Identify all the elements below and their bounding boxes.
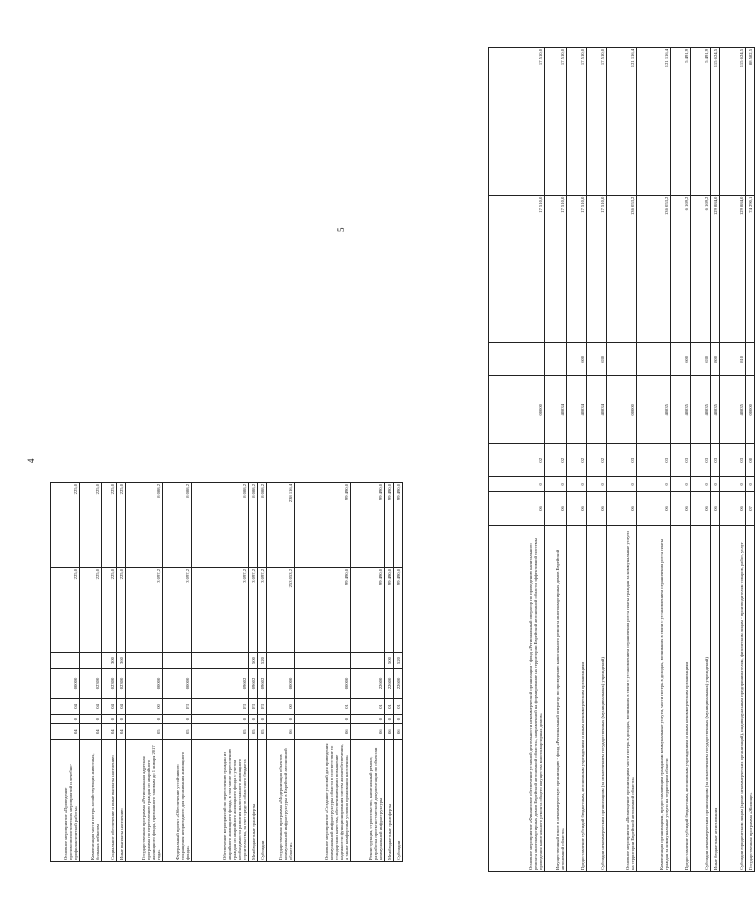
code-group: 04 (102, 698, 117, 714)
code-sub: 0 (587, 477, 607, 492)
row-label: Основное мероприятие «Создание условий для приведения коммунальной инфраструктуры области в соответствие со стандартами качества, обеспечивающими повышение надежности функционирования систем жизнеобеспечения, а также комфортные условия проживания населения» (295, 740, 351, 862)
code-group: 03 (637, 444, 671, 477)
code-expense-type: 500 (249, 652, 258, 668)
code-sub: 0 (249, 715, 258, 724)
amount-year-1: 225,0 (80, 568, 102, 653)
code-group: 04 (51, 698, 80, 714)
table-row (102, 483, 117, 862)
code-program: 06 (671, 492, 691, 525)
row-label: Субсидии некоммерческим организациям (за исключением государственных (муниципальных) учреждений) (587, 525, 607, 871)
amount-year-2: 99 490,0 (385, 483, 394, 568)
code-program: 05 (192, 724, 249, 740)
amount-year-2: 99 490,0 (394, 483, 403, 568)
code-sub: 0 (720, 477, 746, 492)
row-label: Социальное обеспечение и иные выплаты населению (102, 740, 117, 862)
table-row (126, 483, 163, 862)
code-program: 06 (545, 492, 567, 525)
code-group: 01 (351, 698, 385, 714)
table-row (691, 48, 711, 872)
amount-year-2: 225,0 (117, 483, 126, 568)
code-program: 05 (249, 724, 258, 740)
code-direction: 00000 (746, 376, 755, 444)
code-direction: 40834 (567, 376, 587, 444)
code-direction: 40834 (545, 376, 567, 444)
row-label: Государственная программа «Региональная адресная программа по переселению граждан из аварийного жилищного фонда, признанного таковым до 1 января 2017 года» (126, 740, 163, 862)
code-sub: 0 (126, 715, 163, 724)
amount-year-1: 99 490,0 (385, 568, 394, 653)
code-direction: 40835 (711, 376, 720, 444)
table-row (587, 48, 607, 872)
code-direction: 40835 (691, 376, 711, 444)
code-sub: 0 (746, 477, 755, 492)
amount-year-2: 8 088,2 (126, 483, 163, 568)
table-row (267, 483, 295, 862)
code-expense-type (746, 343, 755, 376)
code-direction: 00000 (267, 669, 295, 699)
code-program: 06 (711, 492, 720, 525)
row-label: Предоставление субсидий бюджетным, автономным учреждениям и иным некоммерческим организациям (671, 525, 691, 871)
code-direction: 09602 (249, 669, 258, 699)
code-program: 06 (351, 724, 385, 740)
code-expense-type (545, 343, 567, 376)
amount-year-2: 115 624,5 (720, 48, 746, 196)
code-program: 06 (720, 492, 746, 525)
amount-year-2: 225,0 (51, 483, 80, 568)
table-row (720, 48, 746, 872)
code-direction: 00000 (163, 669, 192, 699)
right-page-number: 5 (336, 227, 346, 232)
row-label: Реконструкция, строительство, капитальный ремонт, разработка проектно-сметной документации по объектам коммунальной инфраструктуры (351, 740, 385, 862)
code-group: 03 (691, 444, 711, 477)
code-sub: 0 (607, 477, 637, 492)
amount-year-1: 129 884,0 (720, 195, 746, 343)
row-label: Субсидии некоммерческим организациям (за исключением государственных (муниципальных) учреждений) (691, 525, 711, 871)
amount-year-1: 129 884,0 (711, 195, 720, 343)
code-program: 06 (607, 492, 637, 525)
amount-year-1: 99 490,0 (394, 568, 403, 653)
amount-year-2: 99 490,0 (295, 483, 351, 568)
code-direction: 40835 (720, 376, 746, 444)
row-label: Федеральный проект «Обеспечение устойчивого сокращения непригодного для проживания жилищного фонда» (163, 740, 192, 862)
code-sub: 0 (267, 715, 295, 724)
amount-year-2: 8 088,2 (192, 483, 249, 568)
code-program: 04 (80, 724, 102, 740)
amount-year-1: 225,0 (117, 568, 126, 653)
amount-year-1: 3 097,2 (192, 568, 249, 653)
amount-year-1: 17 510,0 (587, 195, 607, 343)
amount-year-2: 115 624,5 (711, 48, 720, 196)
code-direction: 02300 (102, 669, 117, 699)
code-direction: 00000 (607, 376, 637, 444)
code-expense-type: 520 (394, 652, 403, 668)
amount-year-2: 8 088,2 (163, 483, 192, 568)
code-expense-type (163, 652, 192, 668)
row-label: Обеспечение мероприятий по переселению граждан из аварийного жилищного фонда, в том числе переселению граждан из аварийного жилищного фонда с учетом необходимости развития малоэтажного жилищного строительства, за счет средств областного бюджета (192, 740, 249, 862)
code-group: 03 (711, 444, 720, 477)
table-row (351, 483, 385, 862)
right-table-body (489, 48, 755, 872)
code-program: 05 (126, 724, 163, 740)
table-row (51, 483, 80, 862)
code-direction: 40834 (587, 376, 607, 444)
amount-year-2: 8 088,2 (249, 483, 258, 568)
code-expense-type: 600 (671, 343, 691, 376)
amount-year-1: 225,0 (102, 568, 117, 653)
code-program: 06 (385, 724, 394, 740)
row-label: Межбюджетные трансферты (385, 740, 394, 862)
table-row (637, 48, 671, 872)
row-label: Компенсация организациям, предоставляющим гражданам коммунальные услуги, части потерь в доходах, возникших в связи с установлением ограничения роста платы граждан за коммунальные услуги на территории области (637, 525, 671, 871)
amount-year-1: 253 053,2 (267, 568, 295, 653)
table-row (567, 48, 587, 872)
row-label: Компенсация части потерь хозяйствующих животных, больных лейкозом (80, 740, 102, 862)
code-group: 02 (489, 444, 545, 477)
amount-year-2: 238 116,4 (267, 483, 295, 568)
code-program: 06 (691, 492, 711, 525)
code-sub: 0 (545, 477, 567, 492)
code-group: 02 (567, 444, 587, 477)
code-group: 01 (394, 698, 403, 714)
row-label: Государственная программа «Жилище» (746, 525, 755, 871)
code-sub: 0 (489, 477, 545, 492)
amount-year-2: 5 491,9 (691, 48, 711, 196)
code-direction: 00000 (489, 376, 545, 444)
code-group: 02 (587, 444, 607, 477)
code-sub: 0 (711, 477, 720, 492)
code-direction: 40835 (637, 376, 671, 444)
code-group: 04 (80, 698, 102, 714)
code-expense-type (489, 343, 545, 376)
amount-year-2: 225,0 (102, 483, 117, 568)
code-program: 05 (163, 724, 192, 740)
amount-year-1: 17 510,0 (567, 195, 587, 343)
code-expense-type (295, 652, 351, 668)
code-expense-type: 630 (587, 343, 607, 376)
code-group: 00 (126, 698, 163, 714)
table-row (545, 48, 567, 872)
table-row (394, 483, 403, 862)
left-page-table-wrapper (50, 482, 403, 862)
code-sub: 0 (567, 477, 587, 492)
amount-year-1: 99 490,0 (295, 568, 351, 653)
code-sub: 0 (163, 715, 192, 724)
table-row (192, 483, 249, 862)
amount-year-1: 3 097,2 (249, 568, 258, 653)
row-label: Государственная программа «Модернизация объектов коммунальной инфраструктуры в Еврейской автономной области» (267, 740, 295, 862)
code-direction: 02300 (80, 669, 102, 699)
code-group: 01 (295, 698, 351, 714)
code-sub: 0 (295, 715, 351, 724)
code-expense-type (80, 652, 102, 668)
code-expense-type (267, 652, 295, 668)
right-page-table-wrapper (488, 47, 755, 872)
code-group: 00 (267, 698, 295, 714)
code-expense-type: 630 (691, 343, 711, 376)
code-group: 00 (746, 444, 755, 477)
table-row (163, 483, 192, 862)
code-group: 02 (545, 444, 567, 477)
amount-year-1: 3 097,2 (163, 568, 192, 653)
code-direction: 22600 (394, 669, 403, 699)
code-direction: 40835 (671, 376, 691, 444)
row-label: Субсидии (258, 740, 267, 862)
table-row (489, 48, 545, 872)
table-row (117, 483, 126, 862)
amount-year-2: 17 510,0 (489, 48, 545, 196)
code-program: 06 (637, 492, 671, 525)
code-sub: 0 (637, 477, 671, 492)
table-row (249, 483, 258, 862)
code-expense-type (637, 343, 671, 376)
code-sub: 0 (351, 715, 385, 724)
code-sub: 0 (117, 715, 126, 724)
code-program: 06 (489, 492, 545, 525)
row-label: Иные бюджетные ассигнования (711, 525, 720, 871)
amount-year-2: 88 582,5 (746, 48, 755, 196)
amount-year-1: 6 169,2 (691, 195, 711, 343)
code-program: 04 (117, 724, 126, 740)
code-sub: 0 (51, 715, 80, 724)
code-expense-type: 300 (102, 652, 117, 668)
row-label: Межбюджетные трансферты (249, 740, 258, 862)
code-expense-type (192, 652, 249, 668)
code-sub: 0 (691, 477, 711, 492)
code-expense-type: 500 (385, 652, 394, 668)
code-expense-type: 800 (711, 343, 720, 376)
code-sub: 0 (192, 715, 249, 724)
row-label: Предоставление субсидий бюджетным, автономным учреждениям и иным некоммерческим организациям (567, 525, 587, 871)
code-expense-type (607, 343, 637, 376)
amount-year-1: 136 053,2 (607, 195, 637, 343)
code-program: 06 (295, 724, 351, 740)
code-expense-type: 600 (567, 343, 587, 376)
left-budget-table (50, 482, 403, 862)
row-label: Субсидии (394, 740, 403, 862)
amount-year-2: 5 491,9 (671, 48, 691, 196)
code-sub: 0 (102, 715, 117, 724)
table-row (671, 48, 691, 872)
code-program: 07 (746, 492, 755, 525)
amount-year-1: 74 290,1 (746, 195, 755, 343)
code-group: 04 (117, 698, 126, 714)
code-direction: 22600 (385, 669, 394, 699)
table-row (385, 483, 394, 862)
amount-year-2: 121 116,4 (637, 48, 671, 196)
row-label: Основное мероприятие «Проведение противоэпизоотических мероприятий и лечебно-профилактической работы» (51, 740, 80, 862)
code-expense-type: 360 (117, 652, 126, 668)
amount-year-1: 225,0 (51, 568, 80, 653)
amount-year-1: 3 097,2 (126, 568, 163, 653)
row-label: Субсидии юридическим лицам (кроме некоммерческих организаций), индивидуальным предпринимателям, физическим лицам - производителям товаров, работ, услуг (720, 525, 746, 871)
code-group: F3 (258, 698, 267, 714)
amount-year-2: 99 490,0 (351, 483, 385, 568)
row-label: Иные выплаты населению (117, 740, 126, 862)
code-group: 01 (385, 698, 394, 714)
code-group: F3 (192, 698, 249, 714)
amount-year-1: 99 490,0 (351, 568, 385, 653)
amount-year-2: 8 088,2 (258, 483, 267, 568)
row-label: Основное мероприятие «Финансовое обеспечение уставной деятельности некоммерческой организации - фонд «Региональный оператор по проведению капитального ремонта многоквартирных домов Еврейской автономной области», направленной на формирование на территории Еврейской автономной области эффективной системы проведения капитального ремонта общего имущества многоквартирных домов» (489, 525, 545, 871)
code-program: 04 (51, 724, 80, 740)
amount-year-1: 17 510,0 (489, 195, 545, 343)
amount-year-1: 3 097,2 (258, 568, 267, 653)
code-direction: 22600 (351, 669, 385, 699)
row-label: Основное мероприятие «Возмещение организациям части потерь в доходах, возникших в связи с установлением ограничения роста платы граждан за коммунальные услуги на территории Еврейской автономной области» (607, 525, 637, 871)
code-program: 06 (394, 724, 403, 740)
amount-year-2: 17 510,0 (587, 48, 607, 196)
amount-year-2: 225,0 (80, 483, 102, 568)
code-direction: 09602 (192, 669, 249, 699)
table-row (80, 483, 102, 862)
code-group: F3 (163, 698, 192, 714)
code-expense-type: 520 (258, 652, 267, 668)
table-row (711, 48, 720, 872)
code-group: 03 (720, 444, 746, 477)
table-row (746, 48, 755, 872)
amount-year-1: 6 169,2 (671, 195, 691, 343)
left-table-body (51, 483, 403, 862)
code-direction: 00000 (126, 669, 163, 699)
table-row (258, 483, 267, 862)
amount-year-1: 17 510,0 (545, 195, 567, 343)
table-row (607, 48, 637, 872)
code-group: 03 (671, 444, 691, 477)
amount-year-2: 17 510,0 (545, 48, 567, 196)
code-sub: 0 (671, 477, 691, 492)
code-expense-type (126, 652, 163, 668)
code-direction: 00000 (295, 669, 351, 699)
code-sub: 0 (258, 715, 267, 724)
code-direction: 00000 (51, 669, 80, 699)
code-sub: 0 (80, 715, 102, 724)
code-sub: 0 (385, 715, 394, 724)
table-row (295, 483, 351, 862)
code-group: F3 (249, 698, 258, 714)
code-expense-type (51, 652, 80, 668)
left-page-number: 4 (26, 458, 36, 463)
amount-year-1: 136 053,2 (637, 195, 671, 343)
row-label: Имущественный взнос в некоммерческую организацию - фонд «Региональный оператор по проведению капитального ремонта многоквартирных домов Еврейской автономной области» (545, 525, 567, 871)
code-program: 06 (267, 724, 295, 740)
code-direction: 02300 (117, 669, 126, 699)
amount-year-2: 121 116,4 (607, 48, 637, 196)
code-program: 06 (587, 492, 607, 525)
code-expense-type (351, 652, 385, 668)
right-budget-table (488, 47, 755, 872)
code-expense-type: 810 (720, 343, 746, 376)
code-program: 05 (258, 724, 267, 740)
code-group: 03 (607, 444, 637, 477)
code-direction: 09602 (258, 669, 267, 699)
code-sub: 0 (394, 715, 403, 724)
code-program: 04 (102, 724, 117, 740)
code-program: 06 (567, 492, 587, 525)
amount-year-2: 17 510,0 (567, 48, 587, 196)
